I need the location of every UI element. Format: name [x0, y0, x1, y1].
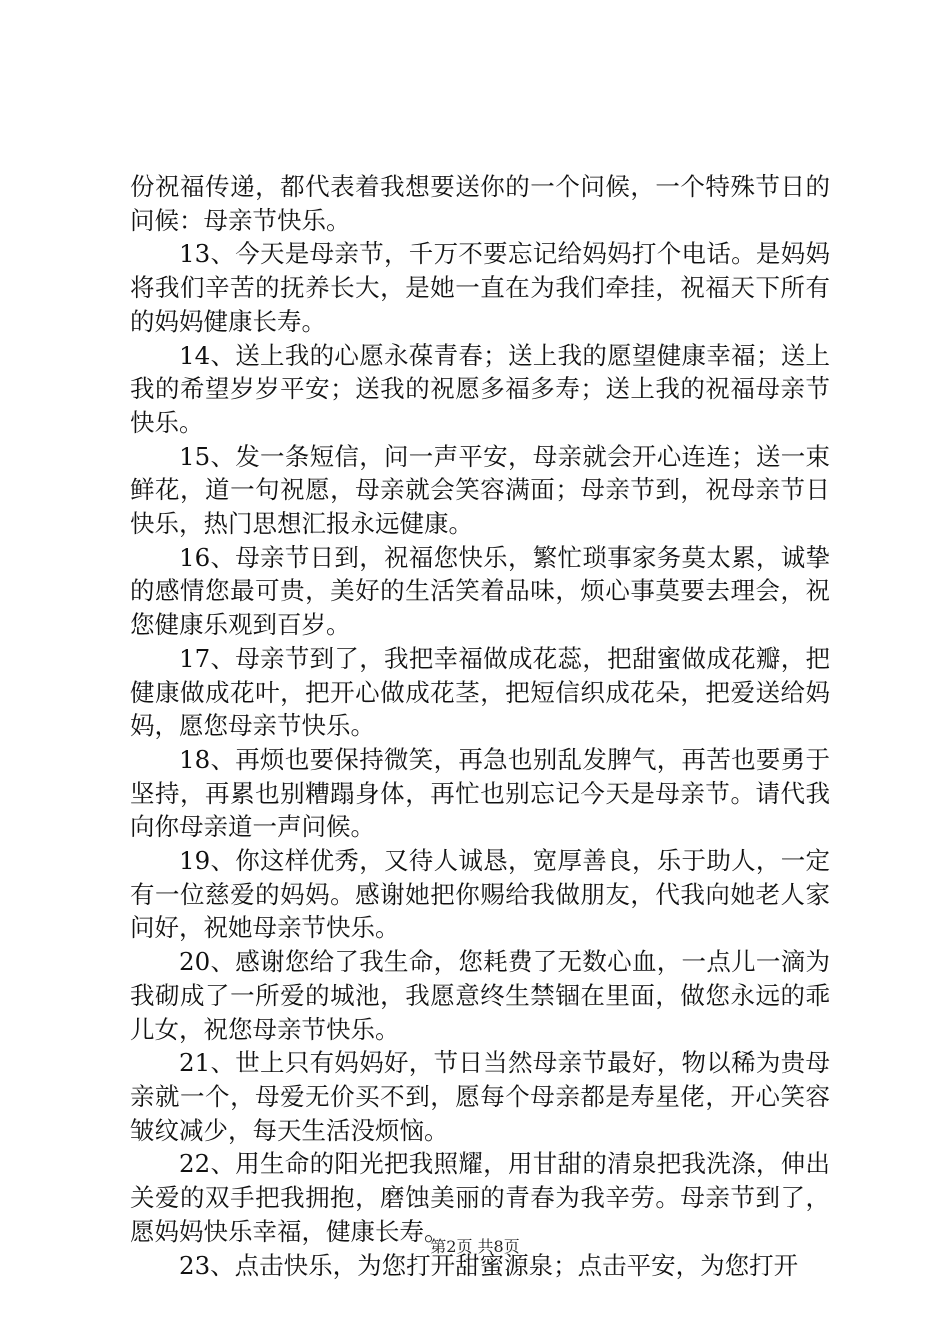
paragraph: 22、用生命的阳光把我照耀，用甘甜的清泉把我洗涤，伸出关爱的双手把我拥抱，磨蚀美丽的青春为我辛劳。母亲节到了，愿妈妈快乐幸福，健康长寿。 — [130, 1149, 830, 1246]
paragraph: 23、点击快乐，为您打开甜蜜源泉；点击平安，为您打开 — [179, 1250, 799, 1280]
paragraph: 13、今天是母亲节，千万不要忘记给妈妈打个电话。是妈妈将我们辛苦的抚养长大，是她一直在为我们牵挂，祝福天下所有的妈妈健康长寿。 — [130, 239, 830, 336]
paragraph: 20、感谢您给了我生命，您耗费了无数心血，一点儿一滴为我砌成了一所爱的城池，我愿意终生禁锢在里面，做您永远的乖儿女，祝您母亲节快乐。 — [130, 947, 830, 1044]
paragraph: 17、母亲节到了，我把幸福做成花蕊，把甜蜜做成花瓣，把健康做成花叶，把开心做成花茎，把短信织成花朵，把爱送给妈妈，愿您母亲节快乐。 — [130, 643, 830, 741]
paragraph: 15、发一条短信，问一声平安，母亲就会开心连连；送一束鲜花，道一句祝愿，母亲就会笑容满面；母亲节到，祝母亲节日快乐，热门思想汇报永远健康。 — [130, 441, 830, 539]
paragraph: 19、你这样优秀，又待人诚恳，宽厚善良，乐于助人，一定有一位慈爱的妈妈。感谢她把你赐给我做朋友，代我向她老人家问好，祝她母亲节快乐。 — [130, 846, 830, 943]
paragraph: 21、世上只有妈妈好，节日当然母亲节最好，物以稀为贵母亲就一个，母爱无价买不到，愿每个母亲都是寿星佬，开心笑容皱纹减少，每天生活没烦恼。 — [130, 1048, 830, 1145]
paragraph: 份祝福传递，都代表着我想要送你的一个问候，一个特殊节日的问候：母亲节快乐。 — [130, 172, 830, 235]
paragraph: 18、再烦也要保持微笑，再急也别乱发脾气，再苦也要勇于坚持，再累也别糟蹋身体，再忙也别忘记今天是母亲节。请代我向你母亲道一声问候。 — [130, 744, 830, 842]
paragraph: 14、送上我的心愿永葆青春；送上我的愿望健康幸福；送上我的希望岁岁平安；送我的祝愿多福多寿；送上我的祝福母亲节快乐。 — [130, 340, 830, 437]
document-body — [130, 170, 830, 1282]
page-number-footer: 第2页 共8页 — [430, 1237, 520, 1256]
paragraph: 16、母亲节日到，祝福您快乐，繁忙琐事家务莫太累，诚挚的感情您最可贵，美好的生活笑着品味，烦心事莫要去理会，祝您健康乐观到百岁。 — [130, 542, 830, 640]
